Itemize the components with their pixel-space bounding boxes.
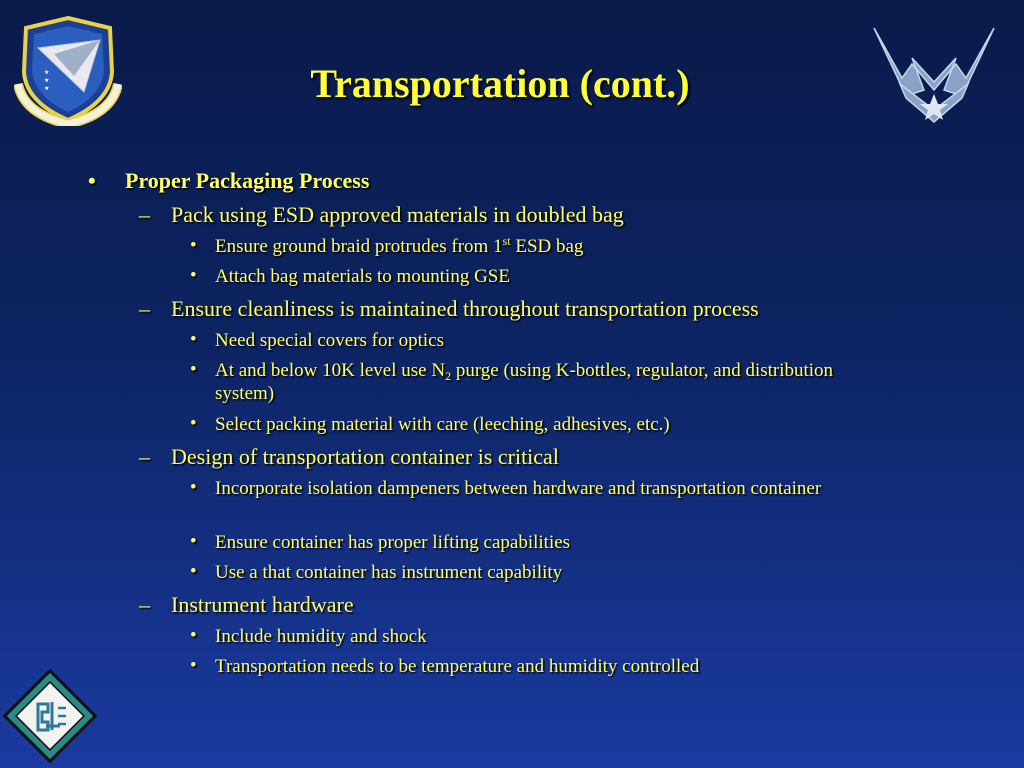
list-item: • Attach bag materials to mounting GSE: [190, 265, 510, 287]
slide-title: Transportation (cont.): [310, 61, 690, 106]
bullet-icon: •: [190, 625, 197, 646]
bullet-icon: •: [190, 359, 197, 380]
svg-text:★: ★: [44, 85, 50, 92]
list-item: • Incorporate isolation dampeners between hardware and transportation container: [190, 477, 822, 499]
list-item: • Ensure container has proper lifting capabilities: [190, 531, 571, 553]
list-item: • Ensure ground braid protrudes from 1st ESD bag: [190, 234, 584, 257]
bullet-icon: •: [88, 168, 96, 193]
dash-icon: –: [139, 444, 150, 469]
list-item: • Include humidity and shock: [190, 625, 427, 647]
list-item: • Need special covers for optics: [190, 329, 444, 351]
bullet-icon: •: [190, 531, 197, 552]
section-heading: – Design of transportation container is critical: [139, 444, 559, 469]
list-item: • Use a that container has instrument capability: [190, 561, 563, 583]
list-item: • Transportation needs to be temperature and humidity controlled: [190, 655, 700, 677]
section-heading: – Instrument hardware: [139, 592, 354, 617]
bullet-icon: •: [190, 413, 197, 434]
bullet-icon: •: [190, 329, 197, 350]
svg-text:★: ★: [44, 69, 50, 76]
svg-text:★: ★: [44, 77, 50, 84]
dash-icon: –: [139, 202, 150, 227]
bullet-icon: •: [190, 477, 197, 498]
dash-icon: –: [139, 592, 150, 617]
main-bullet-text: Proper Packaging Process: [125, 168, 370, 193]
section-heading: – Pack using ESD approved materials in doubled bag: [139, 202, 624, 227]
section-heading: – Ensure cleanliness is maintained throughout transportation process: [139, 296, 759, 321]
bullet-icon: •: [190, 265, 197, 286]
list-item: • Select packing material with care (leeching, adhesives, etc.): [190, 413, 670, 435]
bullet-icon: •: [190, 561, 197, 582]
corner-diamond-logo: [0, 666, 100, 766]
bullet-icon: •: [190, 235, 197, 256]
bullet-icon: •: [190, 655, 197, 676]
main-bullet: [88, 168, 369, 194]
dash-icon: –: [139, 296, 150, 321]
list-item: • At and below 10K level use $N_2$ purge (using K-bottles, regulator, and distribution system): [190, 359, 834, 404]
